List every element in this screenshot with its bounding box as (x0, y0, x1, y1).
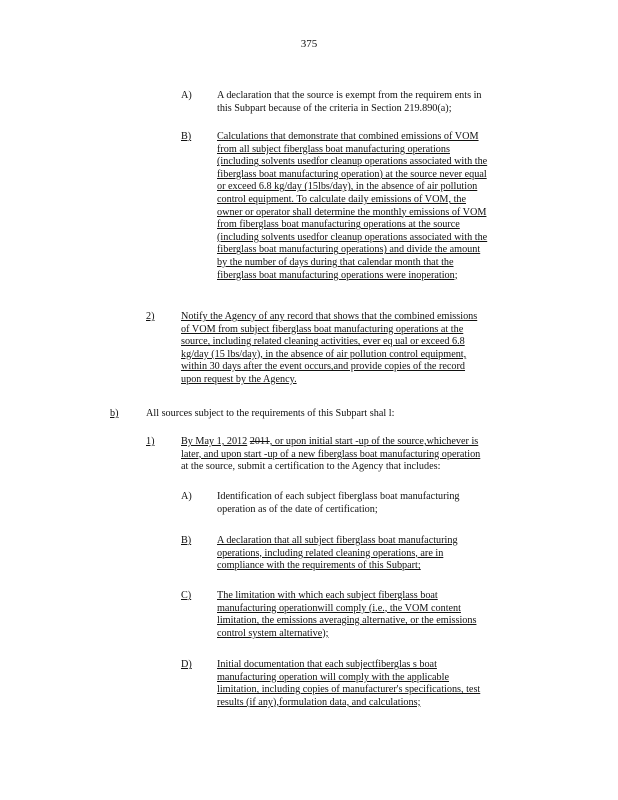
text-line: source, including related cleaning activities, ever eq ual or exceed 6.8 (181, 336, 465, 348)
item-label: B) (181, 535, 192, 546)
text-line: The limitation with which each subject fiberglass boat (217, 590, 438, 601)
text-line: from all subject fiberglass boat manufacturing operations (217, 143, 450, 155)
text-line: compliance with the requirements of this Subpart; (217, 560, 421, 572)
paragraph-compliance-declaration (217, 535, 501, 573)
item-label: B) (181, 131, 192, 142)
text-line: limitation, including copies of manufacturer's specifications, test (217, 684, 481, 696)
text-line: this Subpart because of the criteria in Section 219.890(a); (217, 102, 452, 114)
text-line: A declaration that the source is exempt from the requirem ents in (217, 90, 482, 101)
paragraph-notify-agency (181, 311, 519, 387)
paragraph-limitation (217, 590, 519, 640)
text-line: control system alternative); (217, 627, 329, 639)
text-line: operations, including related cleaning operations, are in (217, 547, 444, 559)
inserted-date: By May 1, 2012 (181, 436, 248, 447)
text-line: Initial documentation that each subjectfiberglas s boat (217, 659, 437, 670)
paragraph-exemption-declaration (217, 90, 528, 115)
text-line: Identification of each subject fiberglass boat manufacturing (217, 491, 460, 502)
item-label: A) (181, 90, 192, 101)
text-line: manufacturing operationwill comply (i.e., the VOM content (217, 602, 461, 614)
item-label: C) (181, 590, 192, 601)
page-number: 375 (300, 38, 318, 50)
text-line: from fiberglass boat manufacturing operations at the source (217, 219, 460, 231)
text-line: by the number of days during that calendar month that the (217, 256, 454, 268)
text-line: upon request by the Agency. (181, 373, 297, 385)
item-label: D) (181, 659, 192, 670)
paragraph-identification (217, 491, 495, 516)
text-line: within 30 days after the event occurs,and provide copies of the record (181, 361, 466, 373)
text-line: Calculations that demonstrate that combined emissions of VOM (217, 131, 479, 142)
inserted-text: , or upon initial start -up of the source,whichever is (269, 436, 479, 447)
item-label: 2) (146, 311, 155, 322)
text-line: or exceed 6.8 kg/day (15lbs/day), in the absence of air pollution (217, 181, 478, 193)
text-line: results (if any),formulation data, and calculations; (217, 696, 421, 708)
item-label: b) (110, 408, 119, 419)
text-line: operation as of the date of certification; (217, 503, 378, 515)
text-line: limitation, the emissions averaging alternative, or the emissions (217, 615, 477, 627)
paragraph-certification (181, 436, 528, 474)
text-line: fiberglass boat manufacturing operations) and divide the amount (217, 244, 481, 256)
paragraph-calculations (217, 131, 536, 282)
paragraph-all-sources (146, 408, 466, 421)
text-line: later, and upon start -up of a new fiberglass boat manufacturing operation (181, 448, 481, 460)
text-line: fiberglass boat manufacturing operations were inoperation; (217, 269, 458, 281)
text-line: All sources subject to the requirements of this Subpart shal l: (146, 408, 395, 419)
text-line: (including solvents usedfor cleanup operations associated with the (217, 156, 488, 168)
text-line (181, 436, 528, 449)
text-line: fiberglass boat manufacturing operation) at the source never equal (217, 168, 487, 180)
text-line: owner or operator shall determine the monthly emissions of VOM (217, 206, 487, 218)
paragraph-initial-documentation (217, 659, 529, 709)
text-line: of VOM from subject fiberglass boat manufacturing operations at the (181, 323, 464, 335)
text-line: control equipment. To calculate daily emissions of VOM, the (217, 193, 467, 205)
text-line: manufacturing operation will comply with the applicable (217, 671, 449, 683)
item-label: A) (181, 491, 192, 502)
text-line: A declaration that all subject fiberglass boat manufacturing (217, 535, 458, 546)
text-line: (including solvents usedfor cleanup operations associated with the (217, 231, 488, 243)
text-line: at the source, submit a certification to the Agency that includes: (181, 461, 441, 473)
item-label: 1) (146, 436, 155, 447)
struck-year: 2011 (249, 436, 270, 447)
text-line: kg/day (15 lbs/day), in the absence of air pollution control equipment, (181, 348, 467, 360)
text-line: Notify the Agency of any record that shows that the combined emissions (181, 311, 478, 322)
